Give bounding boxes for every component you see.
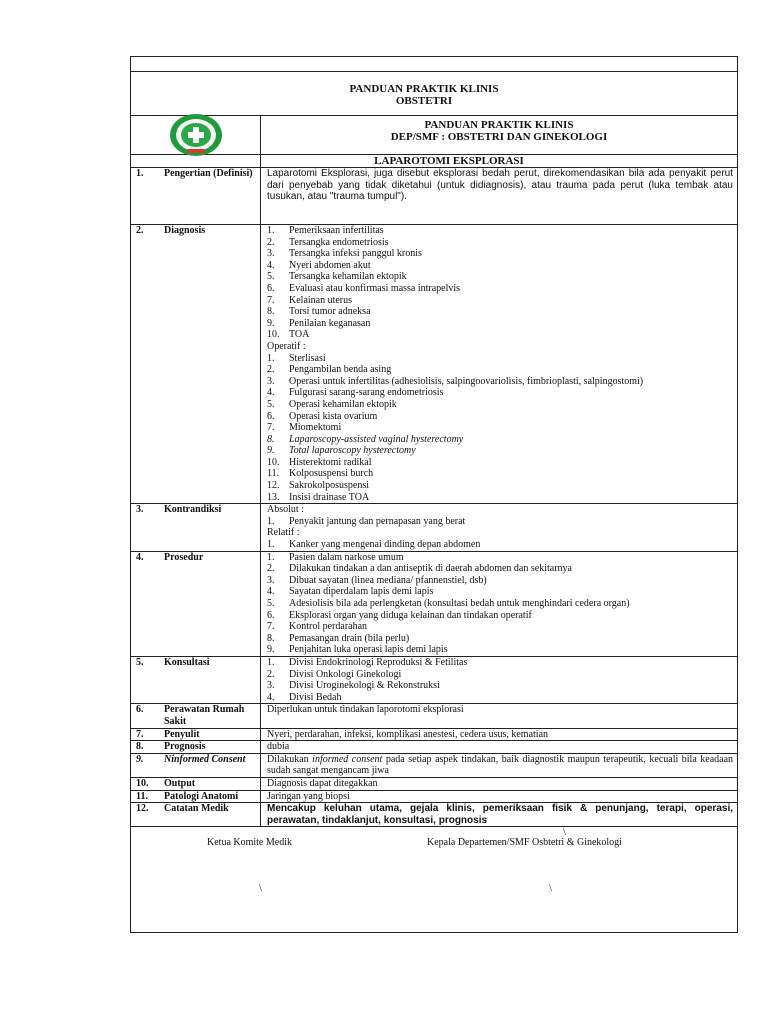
row-kontraindikasi (131, 504, 737, 551)
list-item-text: Laparoscopy-assisted vaginal hysterectomy (289, 433, 464, 445)
top-band (131, 57, 737, 72)
row-label: Diagnosis (164, 225, 261, 504)
list-item-number: 4. (267, 387, 275, 399)
row-number: 2. (131, 225, 164, 504)
row-content (261, 504, 738, 551)
list-item-text: Fulgurasi sarang-sarang endometriosis (289, 387, 444, 399)
list-item (267, 260, 733, 272)
list-item (267, 598, 733, 610)
blank-cell (131, 155, 261, 167)
row-content (261, 656, 738, 703)
row-number: 6. (131, 704, 164, 728)
list-item-text: Sayatan diperdalam lapis demi lapis (289, 586, 434, 598)
operatif-label: Operatif : (267, 340, 306, 352)
consent-text-post: pada setiap aspek tindakan, baik diagnostik maupun terapeutik, kecuali bila keadaan sudah sangat mengancam jiwa (267, 753, 734, 777)
list-item-number: 13. (267, 491, 280, 503)
list-item-number: 10. (267, 329, 280, 341)
row-output (131, 777, 737, 790)
list-item-text: Operasi untuk infertilitas (adhesiolisis, salpingoovariolisis, fimbrioplasti, salpingostomi) (289, 375, 644, 387)
konsultasi-list (267, 657, 733, 703)
list-item-number: 7. (267, 621, 275, 633)
absolut-label: Absolut : (267, 504, 304, 516)
list-item-text: Histerektomi radikal (289, 456, 372, 468)
list-item-number: 1. (267, 225, 275, 236)
list-item (267, 306, 733, 318)
list-item (267, 364, 733, 376)
list-item-text: Divisi Uroginekologi & Rekonstruksi (289, 680, 440, 692)
consent-text-pre: Dilakukan (267, 753, 313, 765)
list-item (267, 445, 733, 457)
list-item-text: Insisi drainase TOA (289, 491, 370, 503)
list-item-number: 1. (267, 515, 275, 527)
absolut-list (267, 516, 733, 528)
list-item (267, 387, 733, 399)
signature-area (131, 827, 737, 893)
row-informed-consent (131, 753, 737, 777)
list-item (267, 237, 733, 249)
list-item (267, 657, 733, 669)
list-item-number: 3. (267, 680, 275, 692)
list-item-number: 9. (267, 445, 275, 457)
list-item-number: 5. (267, 398, 275, 410)
list-item-number: 1. (267, 656, 275, 668)
row-label: Prosedur (164, 551, 261, 656)
list-item (267, 633, 733, 645)
list-item-number: 10. (267, 456, 280, 468)
list-item-text: Sakrokolposuspensi (289, 480, 369, 492)
row-label: Catatan Medik (164, 803, 261, 827)
list-item-number: 6. (267, 410, 275, 422)
row-label: Prognosis (164, 741, 261, 754)
diagnosis-list (267, 225, 733, 341)
row-content: Jaringan yang biopsi (261, 790, 738, 803)
list-item (267, 329, 733, 341)
procedure-title: LAPAROTOMI EKSPLORASI (374, 155, 524, 167)
relatif-list (267, 539, 733, 551)
list-item (267, 563, 733, 575)
row-label: Pengertian (Definisi) (164, 168, 261, 225)
list-item-text: Dibuat sayatan (linea mediana/ pfannenstiel, dsb) (289, 574, 487, 586)
list-item-number: 4. (267, 691, 275, 703)
row-content (261, 551, 738, 656)
clinical-guideline-document (130, 56, 738, 933)
list-item (267, 480, 733, 492)
row-number: 12. (131, 803, 164, 827)
row-content: Laparotomi Eksplorasi, juga disebut eksplorasi bedah perut, direkomendasikan bila ada penyakit perut dari penyebab yang tidak diketahui (untuk didiagnosis), atau trauma pada perut (luka tembak atau tusukan, atau "trauma tumpul"). (261, 168, 738, 225)
row-prosedur (131, 551, 737, 656)
list-item (267, 422, 733, 434)
title-line-1: PANDUAN PRAKTIK KLINIS (349, 83, 499, 95)
list-item-text: Pasien dalam narkose umum (289, 551, 404, 563)
row-number: 4. (131, 551, 164, 656)
list-item-text: Operasi kista ovarium (289, 410, 378, 422)
row-pengertian (131, 168, 737, 225)
signature-right-label: Kepala Departemen/SMF Osbtetri & Ginekologi (427, 837, 622, 849)
list-item-text: Nyeri abdomen akut (289, 259, 371, 271)
list-item (267, 492, 733, 504)
list-item (267, 539, 733, 551)
list-item-number: 1. (267, 539, 275, 551)
list-item-number: 2. (267, 563, 275, 575)
list-item (267, 575, 733, 587)
list-item-number: 8. (267, 632, 275, 644)
list-item-number: 7. (267, 294, 275, 306)
list-item-text: Sterlisasi (289, 352, 326, 364)
list-item-text: Kontrol perdarahan (289, 621, 368, 633)
signature-left-label: Ketua Komite Medik (207, 837, 292, 849)
list-item-number: 8. (267, 306, 275, 318)
list-item (267, 692, 733, 704)
list-item-number: 1. (267, 551, 275, 563)
list-item-number: 9. (267, 644, 275, 656)
list-item-text: Pemeriksaan infertilitas (289, 225, 384, 236)
consent-text-em: informed consent (312, 753, 383, 765)
list-item-number: 3. (267, 248, 275, 260)
header-text (261, 116, 737, 154)
list-item (267, 434, 733, 446)
list-item-number: 6. (267, 282, 275, 294)
list-item-text: Dilakukan tindakan a dan antiseptik di daerah abdomen dan sekitarnya (289, 563, 572, 575)
list-item-text: Evaluasi atau konfirmasi massa intrapelvis (289, 282, 461, 294)
row-label: Konsultasi (164, 656, 261, 703)
list-item-text: Miomektomi (289, 422, 342, 434)
row-number: 3. (131, 504, 164, 551)
list-item (267, 283, 733, 295)
list-item-text: Adesiolisis bila ada perlengketan (konsultasi bedah untuk menghindari cedera organ) (289, 598, 630, 609)
row-label: Patologi Anatomi (164, 790, 261, 803)
list-item-text: Tersangka kehamilan ektopik (289, 271, 407, 283)
list-item (267, 468, 733, 480)
list-item-number: 8. (267, 433, 275, 445)
row-catatan-medik (131, 803, 737, 827)
row-content (261, 225, 738, 504)
list-item (267, 586, 733, 598)
document-header (131, 116, 737, 155)
list-item-text: TOA (289, 329, 310, 341)
logo-cell (131, 116, 261, 154)
list-item-number: 4. (267, 259, 275, 271)
list-item-number: 2. (267, 364, 275, 376)
list-item-text: Operasi kehamilan ektopik (289, 398, 397, 410)
row-label: Output (164, 777, 261, 790)
list-item-text: Torsi tumor adneksa (289, 306, 371, 318)
list-item-number: 11. (267, 468, 280, 480)
list-item-text: Penyakit jantung dan pernapasan yang berat (289, 515, 466, 527)
row-number: 8. (131, 741, 164, 754)
list-item-text: Eksplorasi organ yang diduga kelainan dan tindakan operatif (289, 609, 532, 621)
list-item-text: Tersangka infeksi panggul kronis (289, 248, 422, 260)
list-item (267, 457, 733, 469)
row-content: Nyeri, perdarahan, infeksi, komplikasi anestesi, cedera usus, kematian (261, 728, 738, 741)
row-number: 10. (131, 777, 164, 790)
list-item-text: Kolposuspensi burch (289, 468, 374, 480)
list-item (267, 399, 733, 411)
list-item-number: 6. (267, 609, 275, 621)
list-item-text: Kelainan uterus (289, 294, 353, 306)
list-item (267, 376, 733, 388)
list-item (267, 516, 733, 528)
row-konsultasi (131, 656, 737, 703)
procedure-title-row (131, 155, 737, 168)
row-number: 7. (131, 728, 164, 741)
row-prognosis (131, 741, 737, 754)
list-item (267, 669, 733, 681)
list-item (267, 295, 733, 307)
row-label: Ninformed Consent (164, 753, 261, 777)
list-item (267, 225, 733, 237)
signature-mark: \ (563, 827, 566, 839)
list-item-text: Total laparoscopy hysterectomy (289, 445, 416, 457)
list-item (267, 680, 733, 692)
list-item-number: 1. (267, 352, 275, 364)
list-item (267, 411, 733, 423)
row-penyulit (131, 728, 737, 741)
list-item-number: 3. (267, 375, 275, 387)
row-number: 1. (131, 168, 164, 225)
row-label: Kontrandiksi (164, 504, 261, 551)
header-line-2: DEP/SMF : OBSTETRI DAN GINEKOLOGI (390, 131, 608, 143)
guideline-table (131, 168, 737, 827)
list-item (267, 353, 733, 365)
hospital-seal-logo-icon (169, 113, 223, 157)
list-item-number: 2. (267, 668, 275, 680)
row-label: Penyulit (164, 728, 261, 741)
list-item-number: 9. (267, 317, 275, 329)
row-number: 9. (131, 753, 164, 777)
list-item-number: 5. (267, 598, 275, 609)
document-title (131, 72, 737, 116)
list-item (267, 621, 733, 633)
list-item (267, 248, 733, 260)
operatif-list (267, 353, 733, 504)
list-item-number: 2. (267, 236, 275, 248)
list-item-number: 5. (267, 271, 275, 283)
list-item-text: Penilaian keganasan (289, 317, 371, 329)
relatif-label: Relatif : (267, 527, 300, 539)
header-line-1: PANDUAN PRAKTIK KLINIS (424, 119, 574, 131)
list-item (267, 552, 733, 564)
row-patologi (131, 790, 737, 803)
list-item-number: 12. (267, 480, 280, 492)
prosedur-list (267, 552, 733, 656)
title-line-2: OBSTETRI (395, 95, 453, 107)
list-item-text: Penjahitan luka operasi lapis demi lapis (289, 644, 448, 656)
row-diagnosis (131, 225, 737, 504)
row-content (261, 753, 738, 777)
list-item-number: 4. (267, 586, 275, 598)
list-item-text: Divisi Endokrinologi Reproduksi & Fetilitas (289, 656, 468, 668)
signature-mark: \ (549, 883, 552, 895)
list-item-number: 3. (267, 574, 275, 586)
row-content: dubia (261, 741, 738, 754)
list-item (267, 271, 733, 283)
list-item-text: Divisi Onkologi Ginekologi (289, 668, 402, 680)
list-item (267, 644, 733, 656)
list-item-text: Divisi Bedah (289, 691, 342, 703)
row-number: 5. (131, 656, 164, 703)
list-item-number: 7. (267, 422, 275, 434)
list-item (267, 610, 733, 622)
list-item (267, 318, 733, 330)
row-label: Perawatan Rumah Sakit (164, 704, 261, 728)
row-content: Diagnosis dapat ditegakkan (261, 777, 738, 790)
row-perawatan (131, 704, 737, 728)
row-content: Mencakup keluhan utama, gejala klinis, pemeriksaan fisik & penunjang, terapi, operasi, perawatan, tindaklanjut, konsultasi, prognosis (261, 803, 738, 827)
row-number: 11. (131, 790, 164, 803)
signature-mark: \ (259, 883, 262, 895)
row-content: Diperlukan untuk tindakan laporotomi eksplorasi (261, 704, 738, 728)
list-item-text: Tersangka endometriosis (289, 236, 389, 248)
list-item-text: Pemasangan drain (bila perlu) (289, 632, 410, 644)
list-item-text: Pengambilan benda asing (289, 364, 392, 376)
list-item-text: Kanker yang mengenai dinding depan abdomen (289, 539, 481, 551)
